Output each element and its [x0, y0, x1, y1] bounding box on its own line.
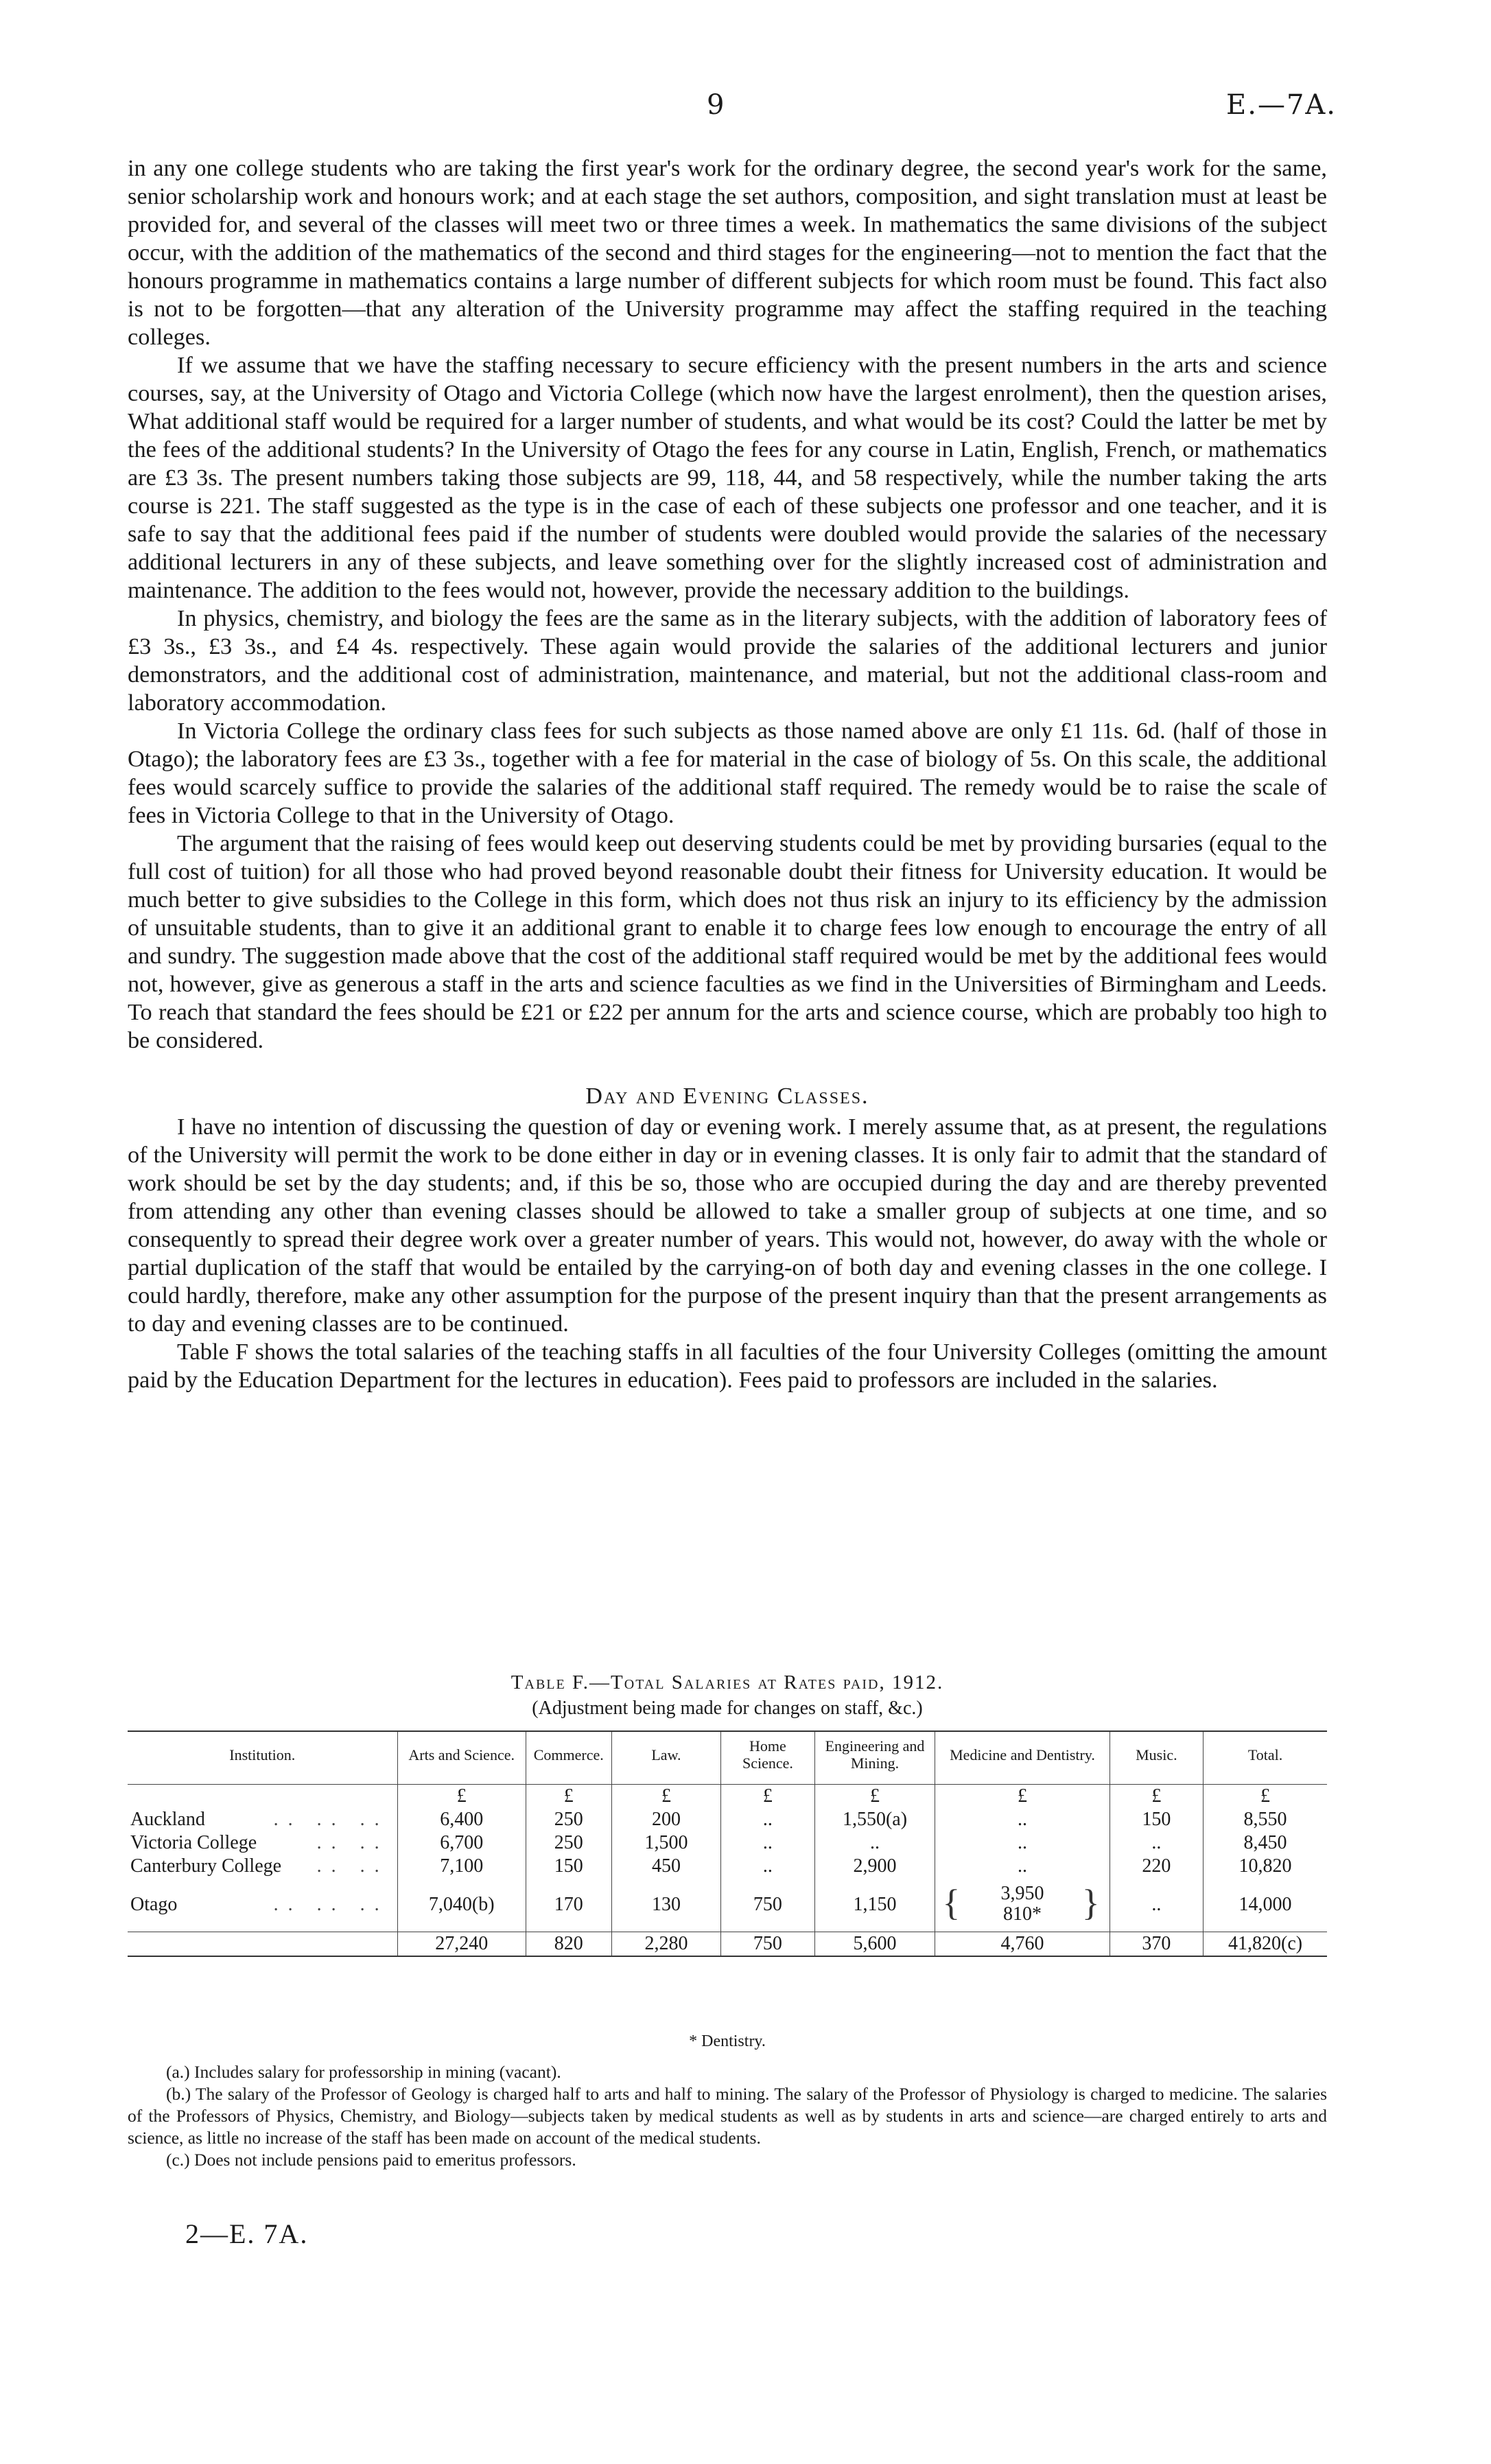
table-cell: 200 [611, 1808, 721, 1831]
table-cell: 8,550 [1204, 1808, 1327, 1831]
total-cell: 750 [721, 1932, 814, 1956]
institution-name: Auckland [130, 1809, 205, 1830]
total-cell: 27,240 [397, 1932, 526, 1956]
unit-cell: £ [397, 1785, 526, 1809]
column-header: Commerce. [526, 1731, 611, 1785]
column-header: Medicine and Dentistry. [935, 1731, 1110, 1785]
document-reference: E.—7A. [1226, 89, 1337, 121]
total-cell: 2,280 [611, 1932, 721, 1956]
table-cell: 1,150 [814, 1878, 935, 1932]
leader-dots: .. .. [316, 1855, 389, 1877]
paragraph: The argument that the raising of fees would keep out deserving students could be met by providing bursaries (equal to the full cost of tuition) for all those who had proved beyond reasonable doubt their fitness for University education. It would be much better to give subsidies to the College in this form, which does not thus risk an injury to its efficiency by the admission of unsuitable students, than to give it an additional grant to enable it to charge fees low enough to encourage the entry of all and sundry. The suggestion made above that the cost of the additional staff required would be met by the additional fees would not, however, give as generous a staff in the arts and science faculties as we find in the Universities of Birmingham and Leeds. To reach that standard the fees should be £21 or £22 per annum for the arts and science course, which are probably too high to be considered. [128, 830, 1327, 1053]
column-header: Total. [1204, 1731, 1327, 1785]
dentistry-value: 810* [1003, 1903, 1042, 1925]
table-cell: 750 [721, 1878, 814, 1932]
table-cell [128, 1785, 397, 1809]
stacked-values [1001, 1884, 1044, 1925]
footnote: (b.) The salary of the Professor of Geology is charged half to arts and half to mining. The salary of the Professor of Physiology is charged to medicine. The salaries of the Professors of Physics, Chemistry, and Biology—subjects taken by medical students as well as by students in arts and science—are charged entirely to arts and science, as little no increase of the staff has been made on account of the medical students. [128, 2084, 1327, 2148]
total-cell: 5,600 [814, 1932, 935, 1956]
table-cell: 10,820 [1204, 1855, 1327, 1878]
footnote: (c.) Does not include pensions paid to emeritus professors. [166, 2150, 576, 2170]
total-cell: 370 [1110, 1932, 1203, 1956]
table-cell: .. [1110, 1831, 1203, 1855]
table-cell [128, 1932, 397, 1956]
table-cell: 2,900 [814, 1855, 935, 1878]
section-heading: Day and Evening Classes. [585, 1083, 869, 1109]
salaries-table [128, 1730, 1327, 1957]
totals-row [128, 1932, 1327, 1956]
table-cell: .. [721, 1808, 814, 1831]
right-brace: } [1081, 1882, 1100, 1923]
total-cell: 820 [526, 1932, 611, 1956]
table-row [128, 1855, 1327, 1878]
table-cell: .. [721, 1831, 814, 1855]
left-brace: { [942, 1882, 961, 1923]
institution-name: Otago [130, 1893, 178, 1915]
unit-cell: £ [721, 1785, 814, 1809]
column-header: Engineering and Mining. [814, 1731, 935, 1785]
leader-dots: .. .. [316, 1832, 389, 1853]
column-header: Law. [611, 1731, 721, 1785]
unit-cell: £ [935, 1785, 1110, 1809]
unit-cell: £ [611, 1785, 721, 1809]
unit-cell: £ [1204, 1785, 1327, 1809]
table-cell: 1,500 [611, 1831, 721, 1855]
column-header: Home Science. [721, 1731, 814, 1785]
leader-dots: .. .. .. [273, 1809, 389, 1830]
table-row-otago [128, 1878, 1327, 1932]
table-cell: 150 [1110, 1808, 1203, 1831]
paragraph: If we assume that we have the staffing necessary to secure efficiency with the present numbers in the arts and science courses, say, at the University of Otago and Victoria College (which now have the largest enrolment), then the question arises, What additional staff would be required for a larger number of students, and what would be its cost? Could the latter be met by the fees of the additional students? In the University of Otago the fees for any course in Latin, English, French, or mathematics are £3 3s. The present numbers taking those subjects are 99, 118, 44, and 58 respectively, while the number taking the arts course is 221. The staff suggested as the type is in the case of each of these subjects one professor and one teacher, and it is safe to say that the additional fees paid if the number of students were doubled would provide the salaries of the necessary additional lecturers in any of these subjects, and leave something over for the slightly increased cost of administration and maintenance. The addition to the fees would not, however, provide the necessary addition to the buildings. [128, 352, 1327, 603]
institution-name: Canterbury College [130, 1855, 282, 1877]
unit-cell: £ [1110, 1785, 1203, 1809]
table-row [128, 1831, 1327, 1855]
table-cell: 130 [611, 1878, 721, 1932]
table-cell: 1,550(a) [814, 1808, 935, 1831]
column-header: Arts and Science. [397, 1731, 526, 1785]
table-cell: 250 [526, 1808, 611, 1831]
footnotes [128, 2061, 1327, 2171]
paragraph: I have no intention of discussing the question of day or evening work. I merely assume that, as at present, the regulations of the University will permit the work to be done either in day or in evening classes. It is only fair to admit that the standard of work should be set by the day students; and, if this be so, those who are occupied during the day and are thereby prevented from attending any other than evening classes should be allowed to take a smaller group of subjects at one time, and so consequently to spread their degree work over a greater number of years. This would not, however, do away with the whole or partial duplication of the staff that would be entailed by the carrying-on of both day and evening classes in the one college. I could hardly, therefore, make any other assumption for the purpose of the present inquiry than that the present arrangements as to day and evening classes are to be continued. [128, 1114, 1327, 1337]
paragraph: in any one college students who are taking the first year's work for the ordinary degree, the second year's work for the same, senior scholarship work and honours work; and at each stage the set authors, composition, and sight translation must at least be provided for, and several of the classes will meet two or three times a week. In mathematics the same divisions of the subject occur, with the addition of the mathematics of the second and third stages for the engineering—not to mention the fact that the honours programme in mathematics contains a large number of different subjects for which room must be found. This fact also is not to be forgotten—that any alteration of the University programme may affect the staffing required in the teaching colleges. [128, 155, 1327, 350]
table-cell: .. [935, 1831, 1110, 1855]
table-header-row [128, 1731, 1327, 1785]
leader-dots: .. .. .. [273, 1893, 389, 1915]
table-cell: .. [935, 1808, 1110, 1831]
column-header: Institution. [128, 1731, 397, 1785]
table-cell: 6,700 [397, 1831, 526, 1855]
table-cell: 250 [526, 1831, 611, 1855]
total-cell: 4,760 [935, 1932, 1110, 1956]
table-cell: .. [1110, 1878, 1203, 1932]
page-number: 9 [707, 89, 725, 121]
unit-row [128, 1785, 1327, 1809]
table-title: Table F.—Total Salaries at Rates paid, 1912. [510, 1671, 944, 1693]
table-subtitle: (Adjustment being made for changes on staff, &c.) [532, 1698, 923, 1719]
institution-cell [128, 1808, 397, 1831]
table-cell: 150 [526, 1855, 611, 1878]
footnote: (a.) Includes salary for professorship in mining (vacant). [166, 2062, 561, 2082]
total-cell: 41,820(c) [1204, 1932, 1327, 1956]
body-text [128, 154, 1327, 1394]
unit-cell: £ [814, 1785, 935, 1809]
table-cell: 450 [611, 1855, 721, 1878]
column-header: Music. [1110, 1731, 1203, 1785]
paragraph: In Victoria College the ordinary class fees for such subjects as those named above are only £1 11s. 6d. (half of those in Otago); the laboratory fees are £3 3s., together with a fee for material in the case of biology of 5s. On this scale, the additional fees would scarcely suffice to provide the salaries of the additional staff required. The remedy would be to raise the scale of fees in Victoria College to that in the University of Otago. [128, 718, 1327, 828]
unit-cell: £ [526, 1785, 611, 1809]
medicine-dentistry-cell [935, 1878, 1110, 1932]
institution-cell [128, 1878, 397, 1932]
table-cell: .. [721, 1855, 814, 1878]
table-cell: 7,100 [397, 1855, 526, 1878]
paragraph: Table F shows the total salaries of the teaching staffs in all faculties of the four University Colleges (omitting the amount paid by the Education Department for the lectures in education). Fees paid to professors are included in the salaries. [128, 1339, 1327, 1393]
table-cell: 7,040(b) [397, 1878, 526, 1932]
signature-mark: 2—E. 7A. [185, 2218, 309, 2249]
table-cell: 6,400 [397, 1808, 526, 1831]
paragraph: In physics, chemistry, and biology the fees are the same as in the literary subjects, with the addition of laboratory fees of £3 3s., £3 3s., and £4 4s. respectively. These again would provide the salaries of the additional lecturers and junior demonstrators, and the additional cost of administration, maintenance, and material, but not the additional class-room and laboratory accommodation. [128, 605, 1327, 716]
table-cell: 170 [526, 1878, 611, 1932]
table-cell: 220 [1110, 1855, 1203, 1878]
institution-cell [128, 1831, 397, 1855]
table-cell: .. [814, 1831, 935, 1855]
table-cell: 8,450 [1204, 1831, 1327, 1855]
table-cell: 14,000 [1204, 1878, 1327, 1932]
institution-cell [128, 1855, 397, 1878]
medicine-value: 3,950 [1000, 1882, 1044, 1904]
footnote-dentistry: * Dentistry. [689, 2032, 766, 2050]
institution-name: Victoria College [130, 1832, 257, 1853]
table-row [128, 1808, 1327, 1831]
table-cell: .. [935, 1855, 1110, 1878]
